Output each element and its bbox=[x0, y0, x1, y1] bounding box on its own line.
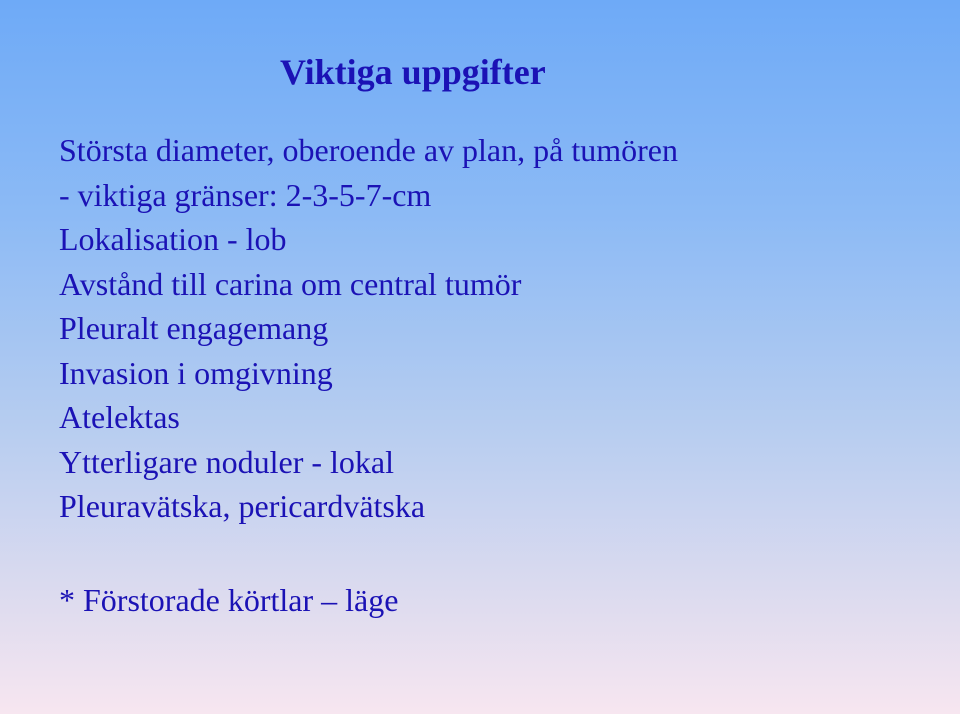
list-item: Atelektas bbox=[59, 399, 180, 435]
footnote: * Förstorade körtlar – läge bbox=[59, 582, 399, 618]
list-item: - viktiga gränser: 2-3-5-7-cm bbox=[59, 176, 432, 213]
list-item: Lokalisation - lob bbox=[59, 221, 287, 257]
list-item: Pleuravätska, pericardvätska bbox=[59, 488, 426, 524]
list-item: Största diameter, oberoende av plan, på tumören bbox=[59, 132, 678, 168]
list-item: Ytterligare noduler - lokal bbox=[59, 443, 394, 480]
bullet-list bbox=[59, 128, 678, 529]
list-item: Invasion i omgivning bbox=[59, 354, 333, 391]
slide-title: Viktiga uppgifter bbox=[280, 52, 546, 92]
list-item: Avstånd till carina om central tumör bbox=[59, 265, 522, 302]
list-item: Pleuralt engagemang bbox=[59, 310, 329, 346]
